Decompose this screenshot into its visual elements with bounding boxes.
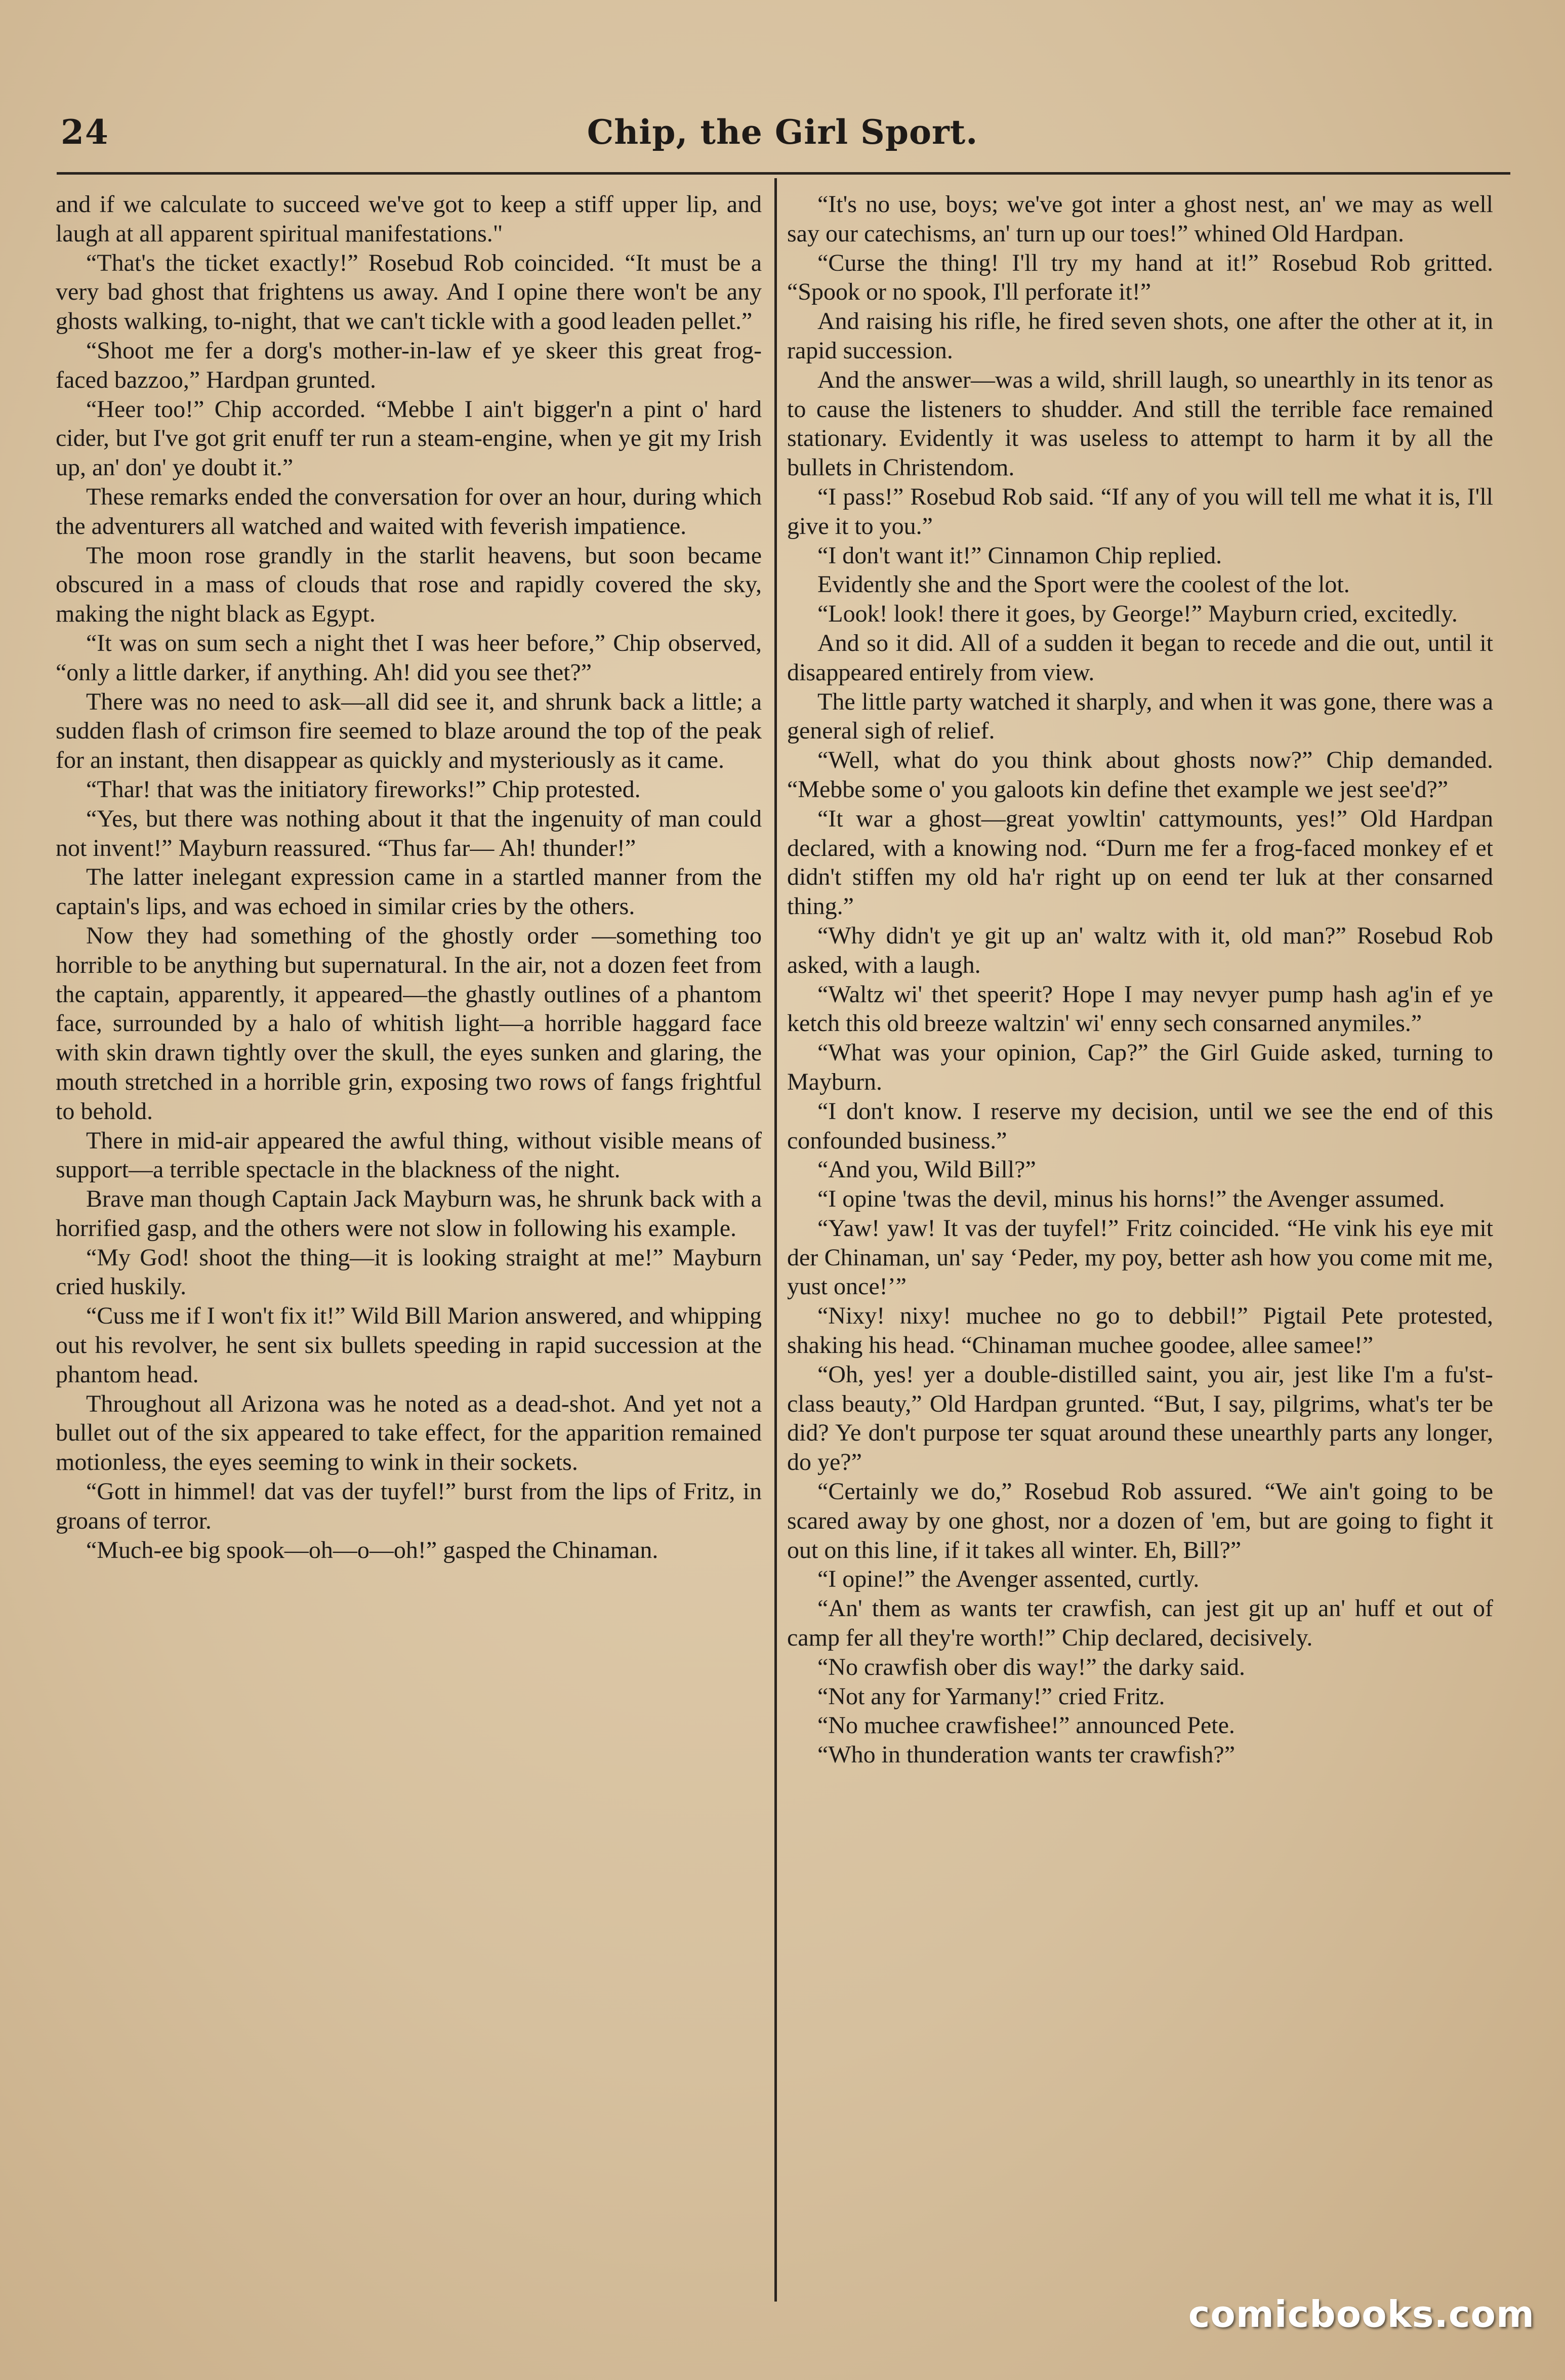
paragraph: “Yes, but there was nothing about it that the ingenuity of man could not invent!” Mayburn reassured. “Thus far— Ah! thunder!” <box>56 805 762 861</box>
paragraph: There was no need to ask—all did see it, and shrunk back a little; a sudden flash of crimson fire seemed to blaze around the top of the peak for an instant, then disappear as quickly and mysteriously as it came. <box>56 688 762 774</box>
paragraph: “Shoot me fer a dorg's mother-in-law ef ye skeer this great frog-faced bazzoo,” Hardpan grunted. <box>56 337 762 393</box>
paragraph: “It was on sum sech a night thet I was heer before,” Chip observed, “only a little darker, if anything. Ah! did you see thet?” <box>56 629 762 686</box>
paragraph: “Cuss me if I won't fix it!” Wild Bill Marion answered, and whipping out his revolver, he sent six bullets speeding in rapid succession at the phantom head. <box>56 1302 762 1388</box>
header-rule <box>57 172 1510 175</box>
paragraph: “Well, what do you think about ghosts now?” Chip demanded. “Mebbe some o' you galoots kin define thet example we jest see'd?” <box>787 747 1493 803</box>
paragraph: “It's no use, boys; we've got inter a ghost nest, an' we may as well say our catechisms, an' turn up our toes!” whined Old Hardpan. <box>787 191 1493 247</box>
paragraph: “My God! shoot the thing—it is looking straight at me!” Mayburn cried huskily. <box>56 1244 762 1300</box>
column-divider <box>774 178 777 2302</box>
paragraph: “No muchee crawfishee!” announced Pete. <box>817 1712 1235 1739</box>
paragraph: “Heer too!” Chip accorded. “Mebbe I ain't bigger'n a pint o' hard cider, but I've got grit enuff ter run a steam-engine, when ye git my Irish up, an' don' ye doubt it.” <box>56 395 762 481</box>
paragraph: “Yaw! yaw! It vas der tuyfel!” Fritz coincided. “He vink his eye mit der Chinaman, un' say ‘Peder, my poy, better ash how you come mit me, yust once!’” <box>787 1214 1493 1300</box>
paragraph: Evidently she and the Sport were the coolest of the lot. <box>817 571 1350 598</box>
paragraph: “Thar! that was the initiatory fireworks!” Chip protested. <box>86 775 641 803</box>
paragraph: “I don't know. I reserve my decision, until we see the end of this confounded business.” <box>787 1097 1493 1154</box>
paragraph: “An' them as wants ter crawfish, can jest git up an' huff et out of camp fer all they're worth!” Chip declared, decisively. <box>787 1595 1493 1652</box>
paragraph: And the answer—was a wild, shrill laugh, so unearthly in its tenor as to cause the listeners to shudder. And still the terrible face remained stationary. Evidently it was useless to attempt to harm it by all the bullets in Christendom. <box>787 366 1493 481</box>
paragraph: “Certainly we do,” Rosebud Rob assured. “We ain't going to be scared away by one ghost, nor a dozen of 'em, but are going to fight it out on this line, if it takes all winter. Eh, Bill?” <box>787 1478 1493 1564</box>
paragraph: Now they had something of the ghostly order —something too horrible to be anything but supernatural. In the air, not a dozen feet from the captain, apparently, it appeared—the ghastly outlines of a phantom face, surrounded by a halo of whitish light—a horrible haggard face with skin drawn tightly over the skull, the eyes sunken and glaring, the mouth stretched in a horrible grin, exposing two rows of fangs frightful to behold. <box>56 922 762 1125</box>
paragraph: “What was your opinion, Cap?” the Girl Guide asked, turning to Mayburn. <box>787 1039 1493 1095</box>
paragraph: “Look! look! there it goes, by George!” Mayburn cried, excitedly. <box>817 600 1458 628</box>
watermark: comicbooks.com <box>1188 2293 1535 2335</box>
paragraph: These remarks ended the conversation for over an hour, during which the adventurers all watched and waited with feverish impatience. <box>56 483 762 540</box>
paragraph: “Who in thunderation wants ter crawfish?” <box>817 1741 1235 1769</box>
paragraph: The little party watched it sharply, and when it was gone, there was a general sigh of relief. <box>787 688 1493 745</box>
paragraph: “That's the ticket exactly!” Rosebud Rob coincided. “It must be a very bad ghost that frightens us away. And I opine there won't be any ghosts walking, to-night, that we can't tickle with a good leaden pellet.” <box>56 249 762 335</box>
right-column <box>787 190 1493 2306</box>
paragraph: “I opine 'twas the devil, minus his horns!” the Avenger assumed. <box>817 1185 1445 1213</box>
paragraph: “Oh, yes! yer a double-distilled saint, you air, jest like I'm a fu'st-class beauty,” Old Hardpan grunted. “But, I say, pilgrims, what's ter be did? Ye don't purpose ter squat around these unearthly parts any longer, do ye?” <box>787 1361 1493 1476</box>
paragraph: “Curse the thing! I'll try my hand at it!” Rosebud Rob gritted. “Spook or no spook, I'll perforate it!” <box>787 249 1493 306</box>
paragraph: “Nixy! nixy! muchee no go to debbil!” Pigtail Pete protested, shaking his head. “Chinaman muchee goodee, allee samee!” <box>787 1302 1493 1359</box>
paragraph: And so it did. All of a sudden it began to recede and die out, until it disappeared entirely from view. <box>787 629 1493 686</box>
paragraph: Throughout all Arizona was he noted as a dead-shot. And yet not a bullet out of the six appeared to take effect, for the apparition remained motionless, the eyes seeming to wink in their sockets. <box>56 1390 762 1476</box>
paragraph: And raising his rifle, he fired seven shots, one after the other at it, in rapid succession. <box>787 308 1493 364</box>
paragraph: The latter inelegant expression came in a startled manner from the captain's lips, and was echoed in similar cries by the others. <box>56 864 762 920</box>
running-title: Chip, the Girl Sport. <box>587 112 978 152</box>
paragraph: “I pass!” Rosebud Rob said. “If any of you will tell me what it is, I'll give it to you.” <box>787 483 1493 540</box>
paragraph: “I opine!” the Avenger assented, curtly. <box>817 1566 1200 1593</box>
paragraph: “Waltz wi' thet speerit? Hope I may nevyer pump hash ag'in ef ye ketch this old breeze waltzin' wi' enny sech consarned anymiles.” <box>787 980 1493 1037</box>
paragraph: and if we calculate to succeed we've got to keep a stiff upper lip, and laugh at all apparent spiritual manifestations." <box>56 191 762 247</box>
paragraph: “Not any for Yarmany!” cried Fritz. <box>817 1683 1165 1710</box>
paragraph: “Much-ee big spook—oh—o—oh!” gasped the Chinaman. <box>86 1536 658 1564</box>
paragraph: “I don't want it!” Cinnamon Chip replied. <box>817 542 1222 569</box>
paragraph: “And you, Wild Bill?” <box>817 1156 1036 1183</box>
paragraph: There in mid-air appeared the awful thing, without visible means of support—a terrible spectacle in the blackness of the night. <box>56 1127 762 1183</box>
paragraph: Brave man though Captain Jack Mayburn was, he shrunk back with a horrified gasp, and the others were not slow in following his example. <box>56 1185 762 1242</box>
paragraph: The moon rose grandly in the starlit heavens, but soon became obscured in a mass of clouds that rose and rapidly covered the sky, making the night black as Egypt. <box>56 542 762 628</box>
paragraph: “Why didn't ye git up an' waltz with it, old man?” Rosebud Rob asked, with a laugh. <box>787 922 1493 978</box>
left-column <box>56 190 762 2306</box>
paragraph: “Gott in himmel! dat vas der tuyfel!” burst from the lips of Fritz, in groans of terror. <box>56 1478 762 1534</box>
paragraph: “It war a ghost—great yowltin' cattymounts, yes!” Old Hardpan declared, with a knowing nod. “Durn me fer a frog-faced monkey ef et didn't stiffen my old ha'r right up on eend ter luk at ther consarned thing.” <box>787 805 1493 920</box>
page-number: 24 <box>61 112 109 152</box>
paragraph: “No crawfish ober dis way!” the darky said. <box>817 1653 1246 1680</box>
